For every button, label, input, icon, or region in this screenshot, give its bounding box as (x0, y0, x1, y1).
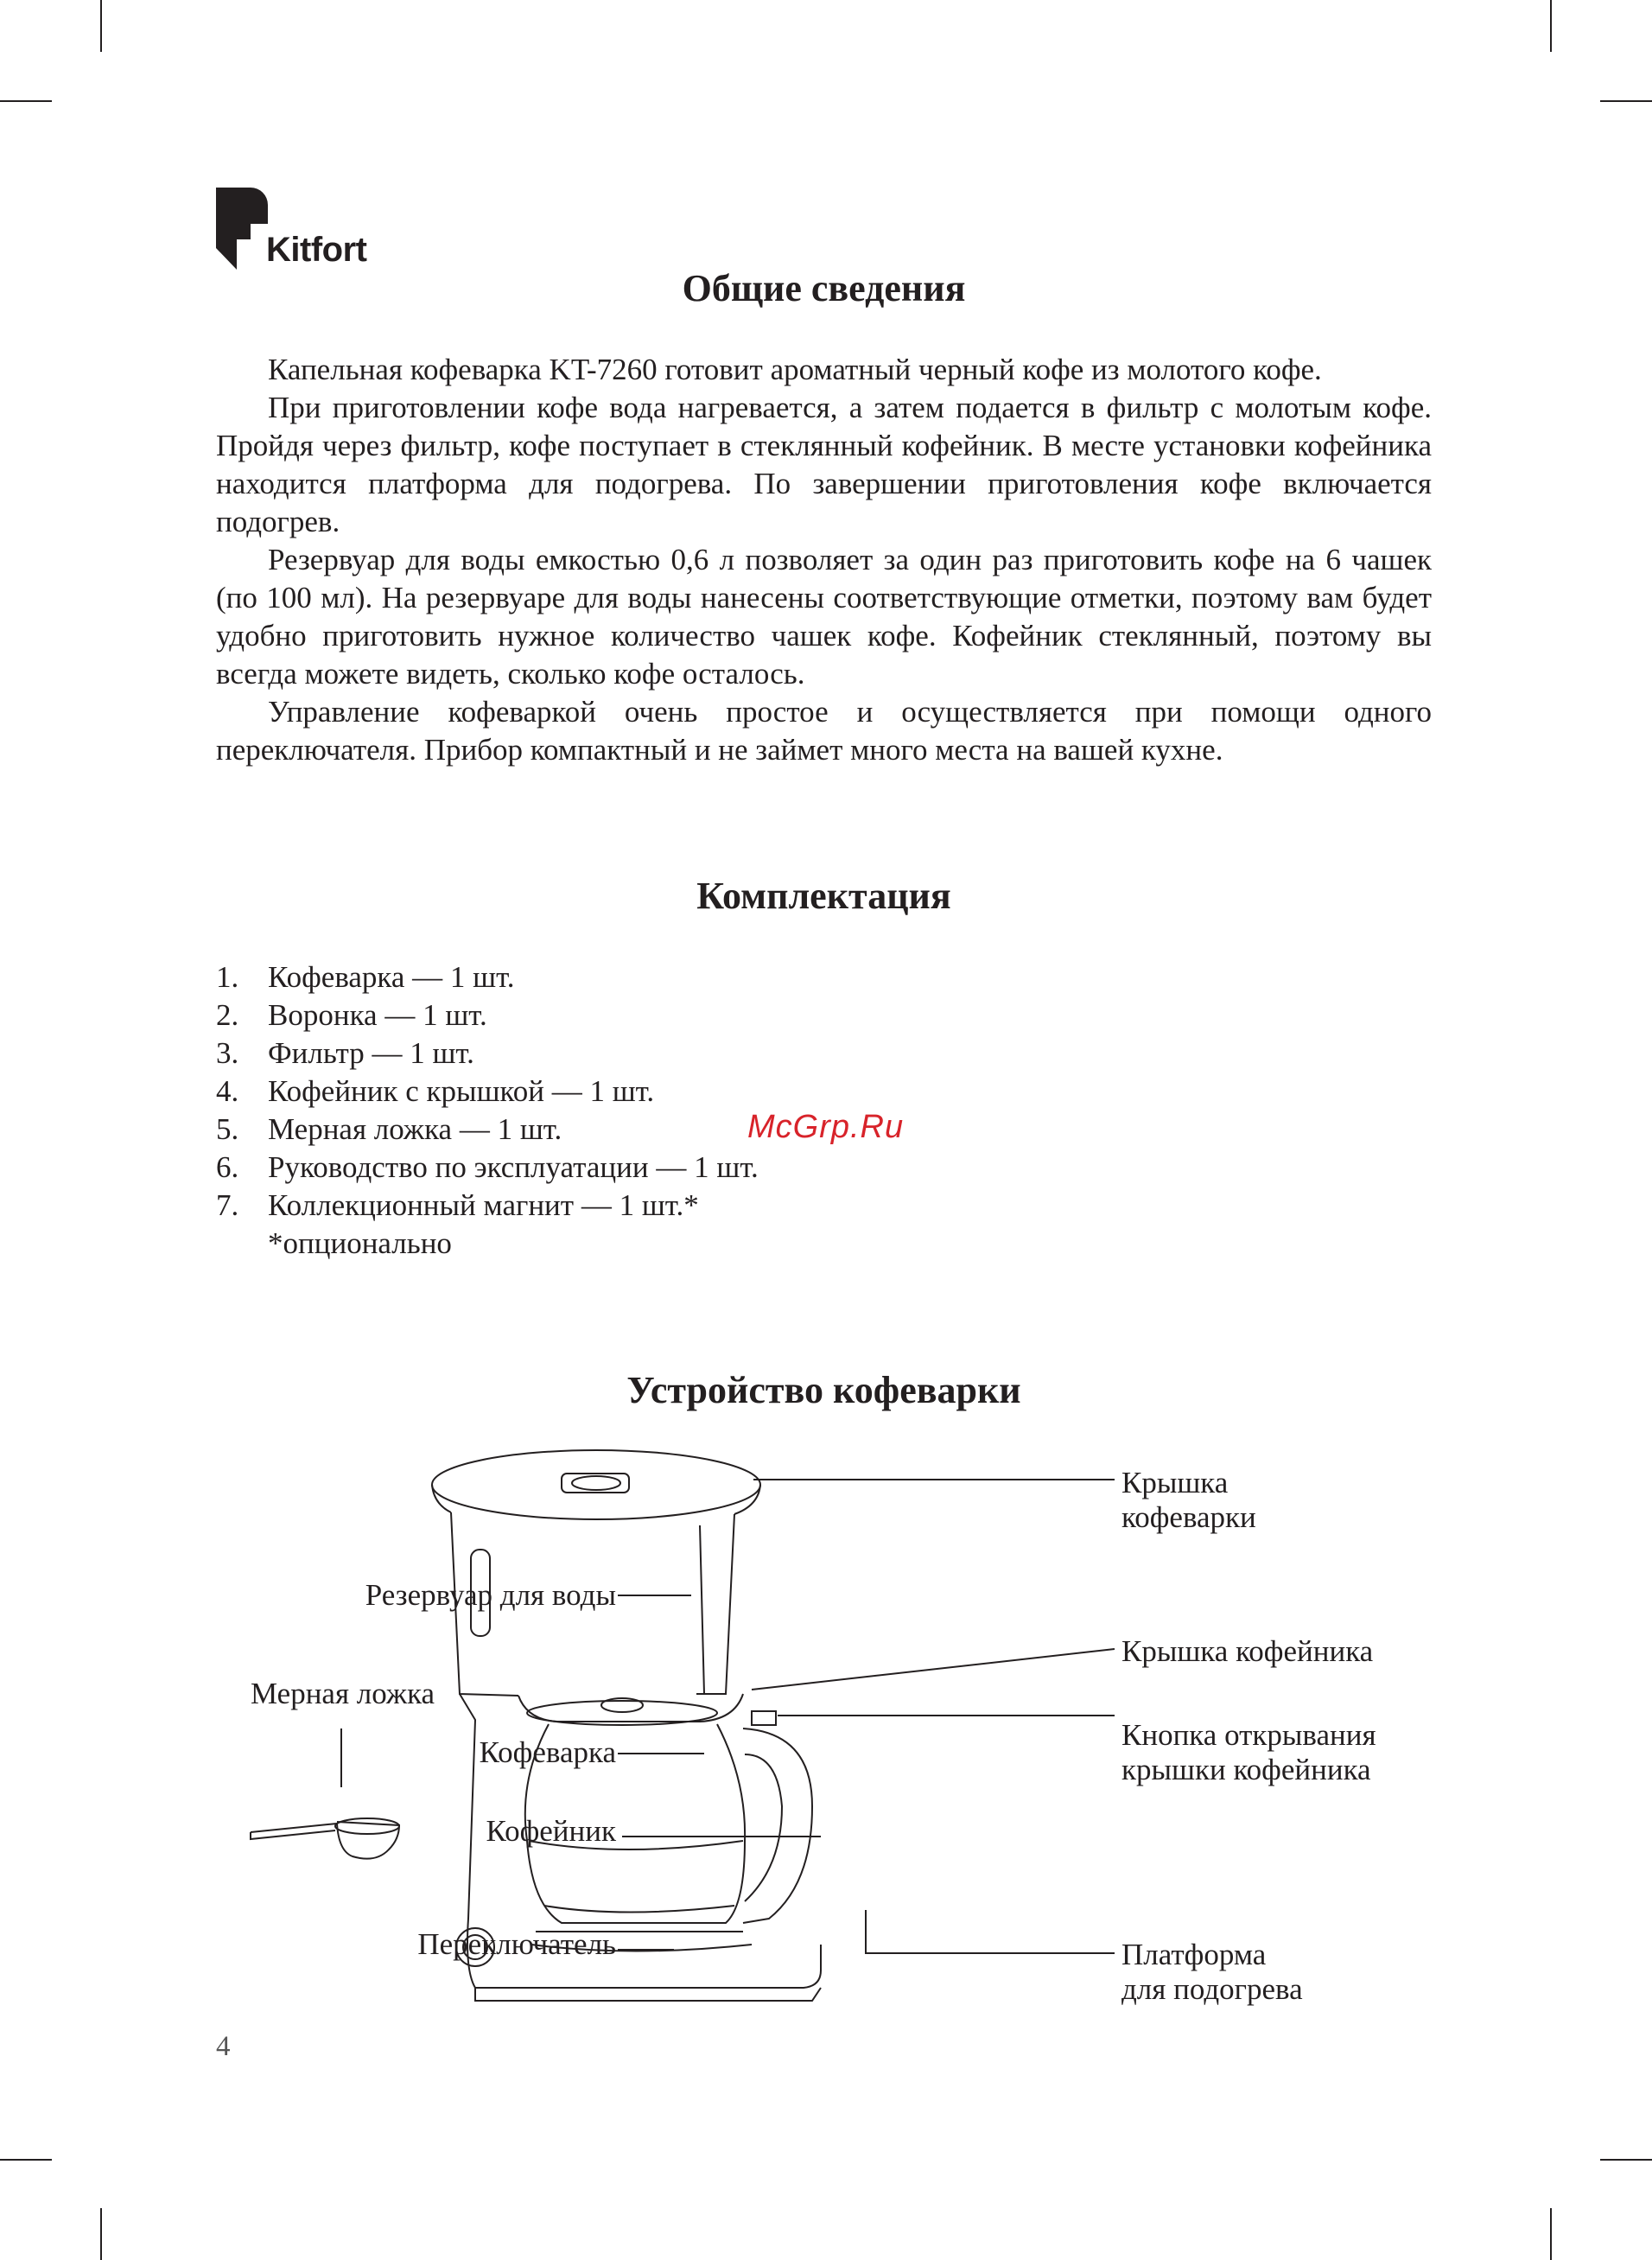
general-info-text (216, 351, 1432, 769)
crop-mark (1550, 2208, 1552, 2260)
list-item: 7. Коллекционный магнит — 1 шт.* (216, 1188, 699, 1222)
label-lid: Крышка кофеварки (1121, 1466, 1256, 1534)
crop-mark (1550, 0, 1552, 52)
label-carafe: Кофейник (486, 1814, 616, 1848)
list-item: 4. Кофейник с крышкой — 1 шт. (216, 1074, 655, 1108)
leader-line (866, 1910, 1115, 1953)
contents-list (216, 958, 759, 1225)
label-scoop: Мерная ложка (251, 1677, 435, 1710)
crop-mark (0, 2159, 52, 2161)
list-item: 6. Руководство по эксплуатации — 1 шт. (216, 1150, 759, 1184)
label-warming-plate: Платформа для подогрева (1121, 1938, 1303, 2006)
list-item: 1. Кофеварка — 1 шт. (216, 960, 515, 994)
contents-title: Комплектация (696, 875, 951, 917)
crop-mark (1600, 2159, 1652, 2161)
crop-mark (1600, 100, 1652, 102)
list-item: 2. Воронка — 1 шт. (216, 998, 487, 1032)
paragraph: При приготовлении кофе вода нагревается, а затем подается в фильтр с молотым кофе. Пройдя через фильтр, кофе поступает в стеклянный кофейник. В месте установки кофейника находится платформа для подогрева. По завершении приготовления кофе включается подогрев. (216, 391, 1432, 538)
page-number: 4 (216, 2031, 231, 2062)
device-title: Устройство кофеварки (626, 1369, 1021, 1411)
leader-line (752, 1649, 1115, 1690)
general-info-title: Общие сведения (682, 267, 966, 309)
watermark: McGrp.Ru (747, 1109, 905, 1145)
brand-name: Kitfort (266, 231, 367, 269)
crop-mark (100, 0, 102, 52)
paragraph: Управление кофеваркой очень простое и осуществляется при помощи одного переключателя. Прибор компактный и не займет много места на вашей кухне. (216, 695, 1432, 767)
brand-logo (216, 188, 389, 274)
crop-mark (100, 2208, 102, 2260)
paragraph: Резервуар для воды емкостью 0,6 л позволяет за один раз приготовить кофе на 6 чашек (по 100 мл). На резервуаре для воды нанесены соответствующие отметки, поэтому вам будет удобно приготовить нужное количество чашек кофе. Кофейник стеклянный, поэтому вы всегда можете видеть, сколько кофе осталось. (216, 543, 1432, 691)
label-open-button: Кнопка открывания крышки кофейника (1121, 1718, 1376, 1786)
crop-mark (0, 100, 52, 102)
list-item: 3. Фильтр — 1 шт. (216, 1036, 474, 1070)
kitfort-logo-icon (216, 188, 268, 270)
coffee-maker-diagram (216, 1435, 1460, 2057)
label-carafe-lid: Крышка кофейника (1121, 1634, 1374, 1668)
label-switch: Переключатель (417, 1927, 616, 1961)
list-item: 5. Мерная ложка — 1 шт. (216, 1112, 562, 1146)
paragraph: Капельная кофеварка KT-7260 готовит ароматный черный кофе из молотого кофе. (268, 353, 1322, 386)
optional-note: *опционально (268, 1226, 452, 1260)
label-coffeemaker: Кофеварка (479, 1735, 616, 1769)
label-reservoir: Резервуар для воды (365, 1578, 616, 1612)
